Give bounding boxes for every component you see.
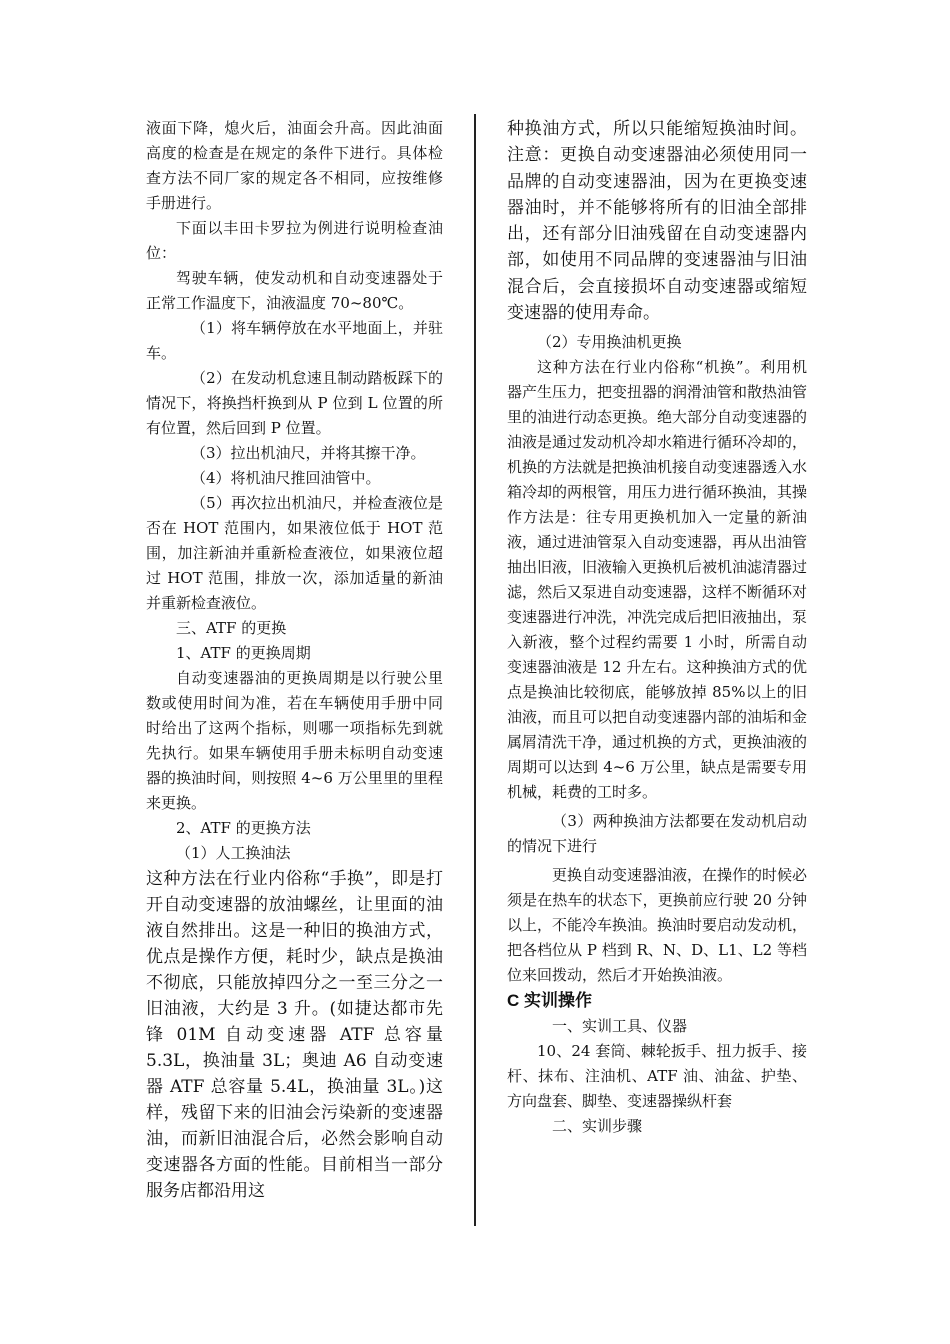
- left-paragraph-manual: 这种方法在行业内俗称“手换”，即是打开自动变速器的放油螺丝，让里面的油液自然排出。这是一种旧的换油方式，优点是操作方便，耗时少，缺点是换油不彻底，只能放掉四分之一至三分之一旧油液，大约是 3 升。(如捷达都市先锋 01M 自动变速器 ATF 总容量 5.3L，换油量 3L；奥迪 A6 自动变速器 ATF 总容量 5.4L，换油量 3L。)这样，残留下来的旧油会污染新的变速器油，而新旧油混合后，必然会影响自动变速器各方面的性能。目前相当一部分服务店都沿用这: [146, 869, 443, 1201]
- left-paragraph-1: 液面下降，熄火后，油面会升高。因此油面高度的检查是在规定的条件下进行。具体检查方法不同厂家的规定各不相同，应按维修手册进行。: [146, 119, 443, 212]
- section-heading-atf-replacement: 三、ATF 的更换: [176, 619, 287, 637]
- right-paragraph-machine: 这种方法在行业内俗称“机换”。利用机器产生压力，把变扭器的润滑油管和散热油管里的油进行动态更换。绝大部分自动变速器的油液是通过发动机冷却水箱进行循环冷却的，机换的方法就是把换油机接自动变速器透入水箱冷却的两根管，用压力进行循环换油，其操作方法是：往专用更换机加入一定量的新油液，通过进油管泵入自动变速器，再从出油管抽出旧液，旧液输入更换机后被机油滤清器过滤，然后又泵进自动变速器，这样不断循环对变速器进行冲洗，冲洗完成后把旧液抽出，泵入新液，整个过程约需要 1 小时，所需自动变速器油液是 12 升左右。这种换油方式的优点是换油比较彻底，能够放掉 85%以上的旧油液，而且可以把自动变速器内部的油垢和金属屑清洗干净，通过机换的方式，更换油液的周期可以达到 4~6 万公里，缺点是需要专用机械，耗费的工时多。: [507, 358, 808, 802]
- section-heading-c: C 实训操作: [507, 991, 592, 1011]
- left-paragraph-3: 驾驶车辆，使发动机和自动变速器处于正常工作温度下，油液温度 70~80℃。: [146, 269, 443, 312]
- check-step-5: （5）再次拉出机油尺，并检查液位是否在 HOT 范围内，如果液位低于 HOT 范围，加注新油并重新检查液位，如果液位超过 HOT 范围，排放一次，添加适量的新油并重新检查液位。: [146, 494, 443, 612]
- subheading-machine-method: （2）专用换油机更换: [537, 333, 682, 352]
- subheading-steps: 二、实训步骤: [552, 1117, 643, 1136]
- check-step-3: （3）拉出机油尺，并将其擦干净。: [191, 444, 426, 462]
- right-column: [507, 116, 807, 1139]
- subheading-manual-method: （1）人工换油法: [176, 844, 291, 862]
- tools-list: 10、24 套筒、棘轮扳手、扭力扳手、接杆、抹布、注油机、ATF 油、油盆、护垫、方向盘套、脚垫、变速器操纵杆套: [507, 1042, 807, 1111]
- right-paragraph-1: 种换油方式，所以只能缩短换油时间。注意：更换自动变速器油必须使用同一品牌的自动变速器油，因为在更换变速器油时，并不能够将所有的旧油全部排出，还有部分旧油残留在自动变速器内部，如使用不同品牌的变速器油与旧油混合后，会直接损坏自动变速器或缩短变速器的使用寿命。: [507, 119, 807, 324]
- subheading-replacement-method: 2、ATF 的更换方法: [176, 819, 311, 837]
- check-step-1: （1）将车辆停放在水平地面上，并驻车。: [146, 319, 443, 362]
- subheading-engine-running: （3）两种换油方法都要在发动机启动的情况下进行: [507, 812, 807, 856]
- check-step-4: （4）将机油尺推回油管中。: [191, 469, 381, 487]
- subheading-replacement-cycle: 1、ATF 的更换周期: [176, 644, 311, 662]
- left-column: [146, 116, 443, 1204]
- column-divider: [474, 114, 476, 1226]
- left-paragraph-2: 下面以丰田卡罗拉为例进行说明检查油位：: [146, 219, 443, 262]
- right-paragraph-hot-change: 更换自动变速器油液，在操作的时候必须是在热车的状态下，更换前应行驶 20 分钟以上，不能冷车换油。换油时要启动发动机，把各档位从 P 档到 R、N、D、L1、L2 等档位来回拨动，然后才开始换油液。: [507, 866, 808, 985]
- left-paragraph-cycle: 自动变速器油的更换周期是以行驶公里数或使用时间为准，若在车辆使用手册中同时给出了这两个指标，则哪一项指标先到就先执行。如果车辆使用手册未标明自动变速器的换油时间，则按照 4~6 万公里里的里程来更换。: [146, 669, 443, 812]
- subheading-tools: 一、实训工具、仪器: [552, 1017, 688, 1036]
- check-step-2: （2）在发动机怠速且制动踏板踩下的情况下，将换挡杆换到从 P 位到 L 位置的所有位置，然后回到 P 位置。: [146, 369, 443, 437]
